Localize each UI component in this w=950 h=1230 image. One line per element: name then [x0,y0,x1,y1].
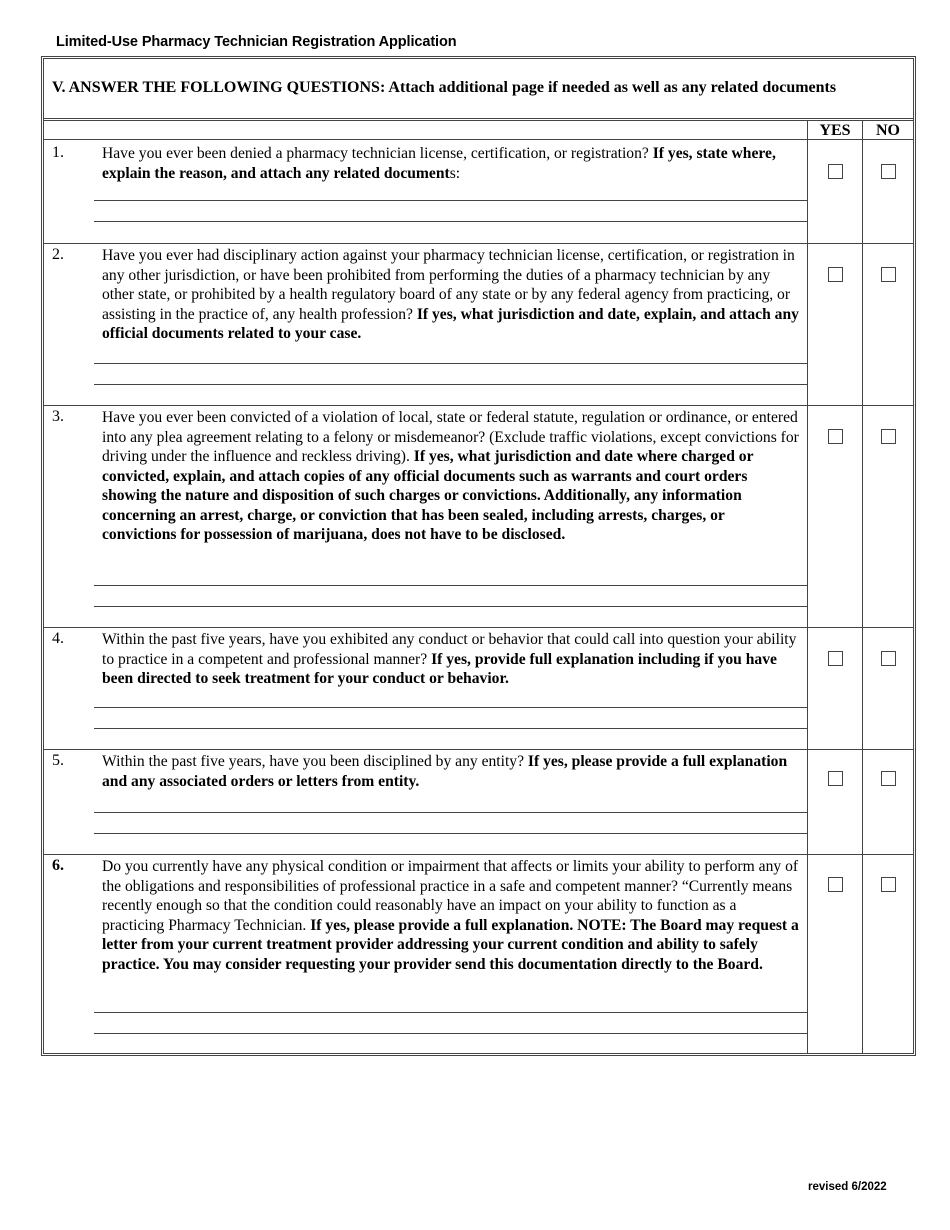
yes-checkbox[interactable] [828,651,843,666]
question-instruction: If yes, what jurisdiction and date where charged or convicted, explain, and attach copies of any official documents such as warrants and court orders showing the nature and disposition of such charges or convictions. Additionally, any information concerning an arrest, charge, or conviction that has been sealed, including arrests, charges, or convictions for possession of marijuana, does not have to be disclosed. [102,448,754,543]
question-number: 4. [52,630,64,647]
no-checkbox[interactable] [881,267,896,282]
yes-checkbox[interactable] [828,877,843,892]
question-instruction: If yes, provide full explanation including if you have been directed to seek treatment for your conduct or behavior. [102,650,777,687]
yes-checkbox[interactable] [828,771,843,786]
answer-line [94,707,808,708]
question-body: Have you ever been convicted of a violation of local, state or federal statute, regulation or ordinance, or entered into any plea agreement relating to a felony or misdemeanor? (Exclude traffic violations, except convictions for driving under the influence and reckless driving). [102,409,799,465]
question-6 [44,854,913,1056]
question-tail: s: [449,164,461,182]
question-instruction: If yes, what jurisdiction and date, explain, and attach any official documents related to your case. [102,305,799,342]
no-checkbox[interactable] [881,164,896,179]
question-instruction: If yes, please provide a full explanation and any associated orders or letters from entity. [102,753,788,790]
question-divider [44,854,913,855]
yes-checkbox[interactable] [828,164,843,179]
yes-checkbox[interactable] [828,429,843,444]
question-4 [44,627,913,749]
question-text [102,408,802,545]
answer-line [94,833,808,834]
answer-line [94,1033,808,1034]
answer-line [94,221,808,222]
question-body: Do you currently have any physical condition or impairment that affects or limits your ability to perform any of the obligations and responsibilities of professional practice in a safe and competent manner? “Currently means recently enough so that the condition could reasonably have an impact on your ability to function as a practicing Pharmacy Technician. [102,858,799,934]
question-number: 1. [52,144,64,161]
question-text [102,857,802,974]
answer-line [94,728,808,729]
section-heading: V. ANSWER THE FOLLOWING QUESTIONS: Attach additional page if needed as well as any related documents [44,59,913,121]
answer-line [94,585,808,586]
answer-line [94,1012,808,1013]
no-checkbox[interactable] [881,429,896,444]
question-divider [44,749,913,750]
yes-column-header: YES [819,122,851,139]
question-body: Have you ever had disciplinary action against your pharmacy technician license, certification, or registration in any other jurisdiction, or have been prohibited from performing the duties of a pharmacy technician by any other state, or prohibited by a health regulatory board of any state or by any federal agency from practicing, or assisting in the practice of, any health profession? [102,247,795,323]
revision-date: revised 6/2022 [808,1181,887,1193]
question-text [102,752,802,791]
answer-line [94,384,808,385]
question-number: 6. [52,857,64,874]
answer-line [94,363,808,364]
question-text [102,246,802,344]
answer-line [94,200,808,201]
question-body: Have you ever been denied a pharmacy technician license, certification, or registration? [102,145,653,162]
question-number: 2. [52,246,64,263]
yes-checkbox[interactable] [828,267,843,282]
no-checkbox[interactable] [881,651,896,666]
question-1 [44,139,913,243]
question-text [102,630,802,689]
question-5 [44,749,913,854]
question-instruction: If yes, please provide a full explanation. NOTE: The Board may request a letter from your current treatment provider addressing your current condition and ability to safely practice. You may consider requesting your provider send this documentation directly to the Board. [102,916,799,973]
answer-line [94,812,808,813]
question-3 [44,405,913,627]
question-divider [44,627,913,628]
question-number: 3. [52,408,64,425]
no-checkbox[interactable] [881,877,896,892]
questions-form [41,56,916,1056]
question-instruction: If yes, state where, explain the reason, and attach any related document [102,145,776,182]
answer-line [94,606,808,607]
question-body: Within the past five years, have you exhibited any conduct or behavior that could call into question your ability to practice in a competent and professional manner? [102,631,797,668]
question-divider [44,405,913,406]
question-text [102,144,802,183]
question-divider [44,139,913,140]
question-divider [44,243,913,244]
no-checkbox[interactable] [881,771,896,786]
no-column-header: NO [876,122,900,139]
question-body: Within the past five years, have you been disciplined by any entity? [102,753,528,770]
question-number: 5. [52,752,64,769]
question-2 [44,243,913,405]
document-title: Limited-Use Pharmacy Technician Registration Application [56,34,457,50]
column-divider [913,121,914,1053]
